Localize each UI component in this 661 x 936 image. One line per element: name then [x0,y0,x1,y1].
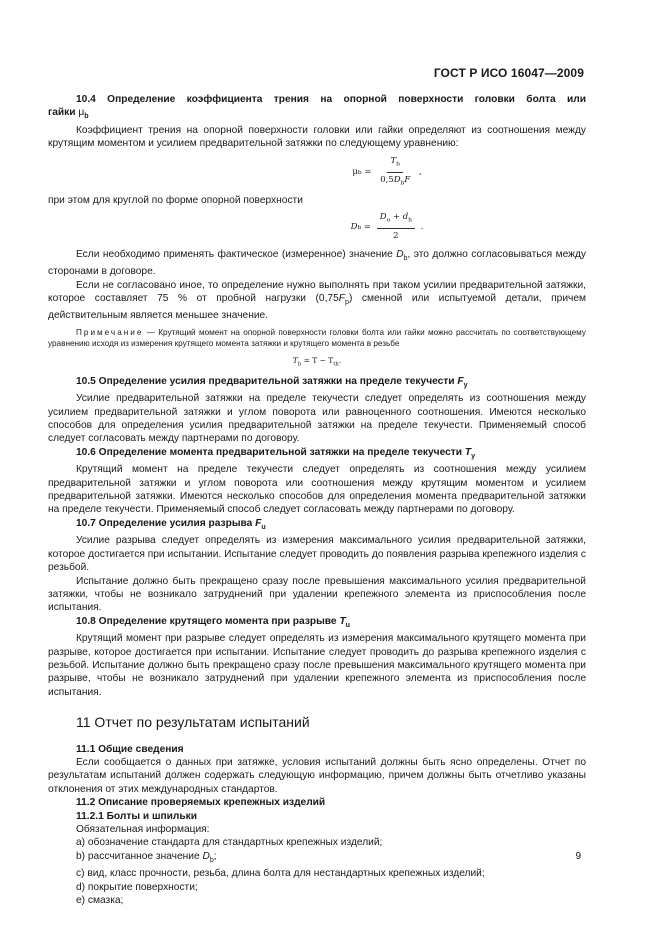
list-item-c: c) вид, класс прочности, резьба, длина болта для нестандартных крепежных изделий; [76,868,485,880]
list-item-e: e) смазка; [76,895,124,907]
section-11-2-title: 11.2 Описание проверяемых крепежных изделий [76,797,326,809]
section-10-4-note: Примечание — Крутящий момент на опорной поверхности головки болта или гайки можно рассчитать по соответствующему уравнению исходя из измерения крутящего момента затяжки и крутящего момента в резьбе [48,327,586,349]
required-info-label: Обязательная информация: [76,824,210,836]
formula-mu-b: μ b = $\frac{T_b}{0,5D_bF}$ , [352,155,422,187]
section-10-7-title: 10.7 Определение усилия разрыва $F_u$ [76,517,266,531]
list-item-b: b) рассчитанное значение $D_b$; [76,850,217,864]
section-10-7-paragraph-2: Испытание должно быть прекращено сразу после превышения максимального усилия предварительной затяжки, чтобы не возникало затруднений при удалении крепежного элемента из приспособления после испытания. [48,575,586,614]
formula-t-b: $T_b = T - T_{th}$. [292,355,342,368]
page-number: 9 [575,851,581,862]
section-10-4-paragraph-3: Если необходимо применять фактическое (измеренное) значение $D_b$, это должно согласовываться между сторонами в договоре. [48,248,586,278]
section-10-6-paragraph: Крутящий момент на пределе текучести следует определять из соотношения между усилием предварительной затяжки и углом поворота или соотношения между крутящим моментом и усилием предварительной затяжки. Имеются несколько способов для определения момента предварительной затяжки на пределе текучести. Применяемый способ следует согласовать между партнерами по договору. [48,464,586,516]
document-header: ГОСТ Р ИСО 16047—2009 [433,66,584,80]
section-10-8-paragraph: Крутящий момент при разрыве следует определять из измерения максимального крутящего момента при разрыве, которое достигается при испытании. Испытание следует проводить до разрыва крепежного изделия с резьбой. Испытание должно быть прекращено сразу после превышения максимального крутящего момента при разрыве, чтобы не возникало затруднений при удалении крепежного элемента из приспособления после испытания. [48,633,586,698]
section-10-4-paragraph-4: Если не согласовано иное, то определение нужно выполнять при таком усилии предварительной затяжки, которое составляет 75 % от пробной нагрузки $(0,75F_p)$ сменной или испытуемой детали, причем действительным является меньшее значение. [48,279,586,322]
section-10-8-title: 10.8 Определение крутящего момента при разрыве $T_u$ [76,615,351,629]
section-10-7-paragraph-1: Усилие разрыва следует определять из измерения максимального усилия предварительной затяжки, которое достигается при испытании. Испытание следует проводить до появления разрыва крепежного изделия с резьбой. [48,535,586,574]
section-10-5-title: 10.5 Определение усилия предварительной затяжки на пределе текучести $F_y$ [76,375,468,389]
section-10-4-title-line2: гайки $\mu_b$ [48,107,89,121]
section-11-1-title: 11.1 Общие сведения [76,743,184,755]
section-10-4-paragraph-2: при этом для круглой по форме опорной поверхности [48,194,303,206]
section-10-4-title-line1: 10.4 Определение коэффициента трения на опорной поверхности головки болта или [76,94,586,105]
section-11-2-1-title: 11.2.1 Болты и шпильки [76,810,197,822]
page-content [48,93,586,908]
list-item-a: a) обозначение стандарта для стандартных крепежных изделий; [76,837,383,849]
section-10-5-paragraph: Усилие предварительной затяжки на пределе текучести следует определять из соотношения между усилием предварительной затяжки и углом поворота или равноценного соотношения. Имеются несколько способов для определения усилия предварительной затяжки на пределе текучести. Применяемый способ следует согласовать между партнерами по договору. [48,393,586,445]
section-10-4-paragraph-1: Коэффициент трения на опорной поверхности головки или гайки определяют из соотношения между крутящим моментом и усилием предварительной затяжки по следующему уравнению: [48,124,586,150]
section-11-1-paragraph: Если сообщается о данных при затяжке, условия испытаний должны быть ясно определены. Отчет по результатам испытаний должен содержать следующую информацию, причем должны быть отчетливо указаны отклонения от этих международных стандартов. [48,757,586,795]
section-11-title: 11 Отчет по результатам испытаний [76,714,310,731]
formula-d-b: D b = $\frac{D_o + d_h}{2}$ . [350,212,424,242]
list-item-d: d) покрытие поверхности; [76,881,198,893]
section-10-6-title: 10.6 Определение момента предварительной затяжки на пределе текучести $T_y$ [76,446,476,460]
